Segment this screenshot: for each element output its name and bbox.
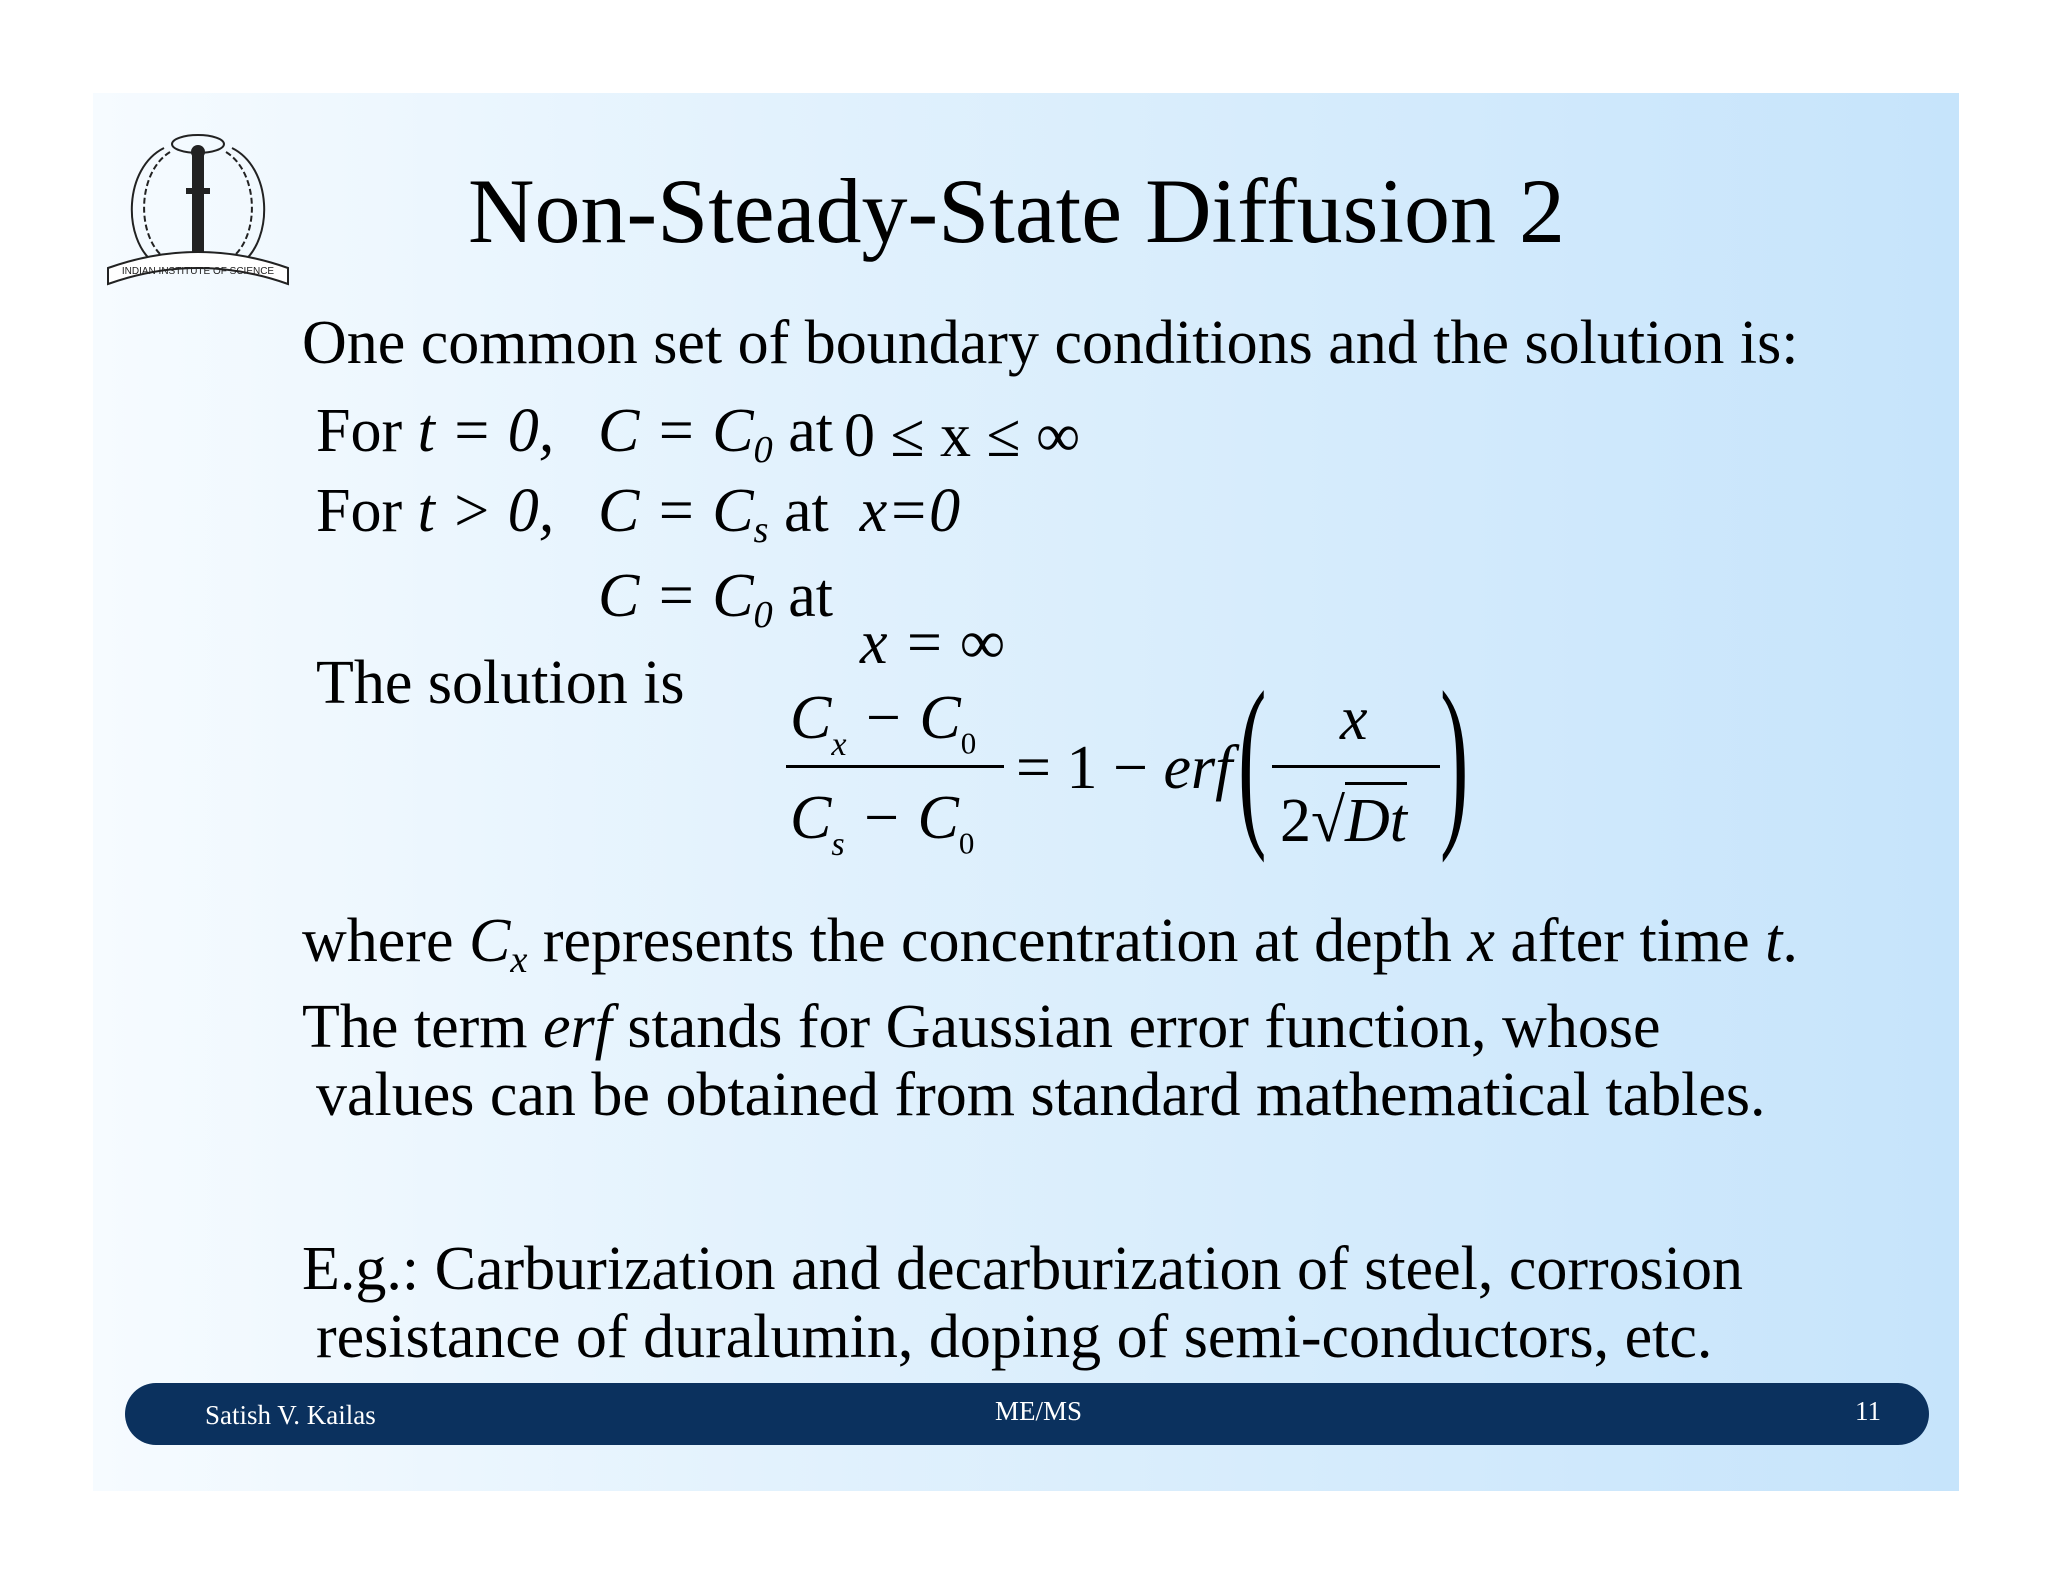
condition-1-range: 0 ≤ x ≤ ∞	[844, 402, 1081, 470]
institute-logo	[104, 128, 292, 288]
where-text: where $C_x$ represents the concentration at depth x after time t.	[302, 907, 1798, 981]
intro-text: One common set of boundary conditions and the solution is:	[302, 309, 1799, 377]
equation-open-paren: (	[1238, 654, 1267, 864]
equation-denominator: $C_s - C_0$	[790, 784, 975, 864]
equation-fraction-bar	[786, 765, 1004, 768]
equation-inner-fraction-bar	[1272, 765, 1440, 768]
condition-1: For t = 0,	[316, 397, 555, 465]
condition-3-pos: x = ∞	[860, 609, 1005, 677]
equation-numerator: $C_x - C_0$	[790, 684, 977, 764]
equation-rhs: = 1 − erf	[1016, 734, 1233, 802]
equation-inner-denominator: 2√Dt	[1280, 790, 1407, 852]
example-text-line-1: E.g.: Carburization and decarburization of steel, corrosion	[302, 1235, 1743, 1303]
condition-3-eq: $C = C_0$ at	[598, 562, 834, 636]
footer-author: Satish V. Kailas	[205, 1400, 376, 1430]
condition-2: For t > 0,	[316, 477, 555, 545]
footer-course: ME/MS	[995, 1396, 1083, 1426]
footer-page-number: 11	[1855, 1396, 1881, 1426]
erf-text-line-1: The term erf stands for Gaussian error function, whose	[302, 993, 1661, 1061]
erf-text-line-2: values can be obtained from standard mathematical tables.	[316, 1061, 1766, 1129]
example-text-line-2: resistance of duralumin, doping of semi-conductors, etc.	[316, 1303, 1713, 1371]
condition-2-eq: $C = C_s$ at x=0	[598, 477, 961, 551]
condition-1-eq: $C = C_0$ at	[598, 397, 834, 471]
sqrt-sign: √	[1311, 787, 1346, 855]
equation-close-paren: )	[1440, 654, 1469, 864]
solution-label: The solution is	[316, 649, 685, 717]
slide-title: Non-Steady-State Diffusion 2	[468, 160, 1566, 262]
svg-text:INDIAN INSTITUTE OF SCIENCE: INDIAN INSTITUTE OF SCIENCE	[121, 266, 275, 277]
footer-bar	[125, 1383, 1929, 1445]
equation-inner-numerator: x	[1340, 685, 1368, 753]
